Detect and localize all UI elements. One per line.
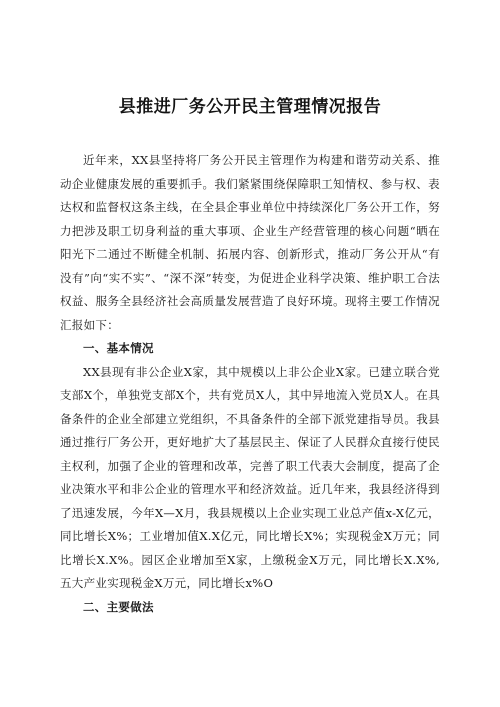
intro-paragraph: 近年来，XX县坚持将厂务公开民主管理作为构建和谐劳动关系、推动企业健康发展的重要抓手。我们紧紧围绕保障职工知情权、参与权、表达权和监督权这条主线，在全县企事业单位中持续深化厂务公开工作，努力把涉及职工切身利益的重大事项、企业生产经营管理的核心问题“晒在阳光下二通过不断健全机制、拓展内容、创新形式，推动厂务公开从“有没有”向“实不实”、“深不深”转变，为促进企业科学决策、维护职工合法权益、服务全县经济社会高质量发展营造了良好环境。现将主要工作情况汇报如下： (60, 153, 440, 332)
section-heading-basic-situation: 一、基本情况 (83, 341, 154, 355)
section-heading-main-practices: 二、主要做法 (83, 599, 154, 614)
document-title: 县推进厂务公开民主管理情况报告 (118, 97, 382, 117)
basic-situation-paragraph: XX县现有非公企业X家，其中规模以上非公企业X家。已建立联合党支部X个，单独党支部X个，共有党员X人，其中异地流入党员X人。在具备条件的企业全部建立党组织，不具备条件的全部下派党建指导员。我县通过推行厂务公开，更好地扩大了基层民主、保证了人民群众直接行使民主权利，加强了企业的管理和改革，完善了职工代表大会制度，提高了企业决策水平和非公企业的管理水平和经济效益。近几年来，我县经济得到了迅速发展，今年X—X月，我县规模以上企业实现工业总产值x-X亿元，同比增长X%；工业增加值X.X亿元，同比增长X%；实现税金X万元；同比增长X.X%。园区企业增加至X家，上缴税金X万元，同比增长X.X%,五大产业实现税金X万元，同比增长x%O (60, 364, 440, 590)
